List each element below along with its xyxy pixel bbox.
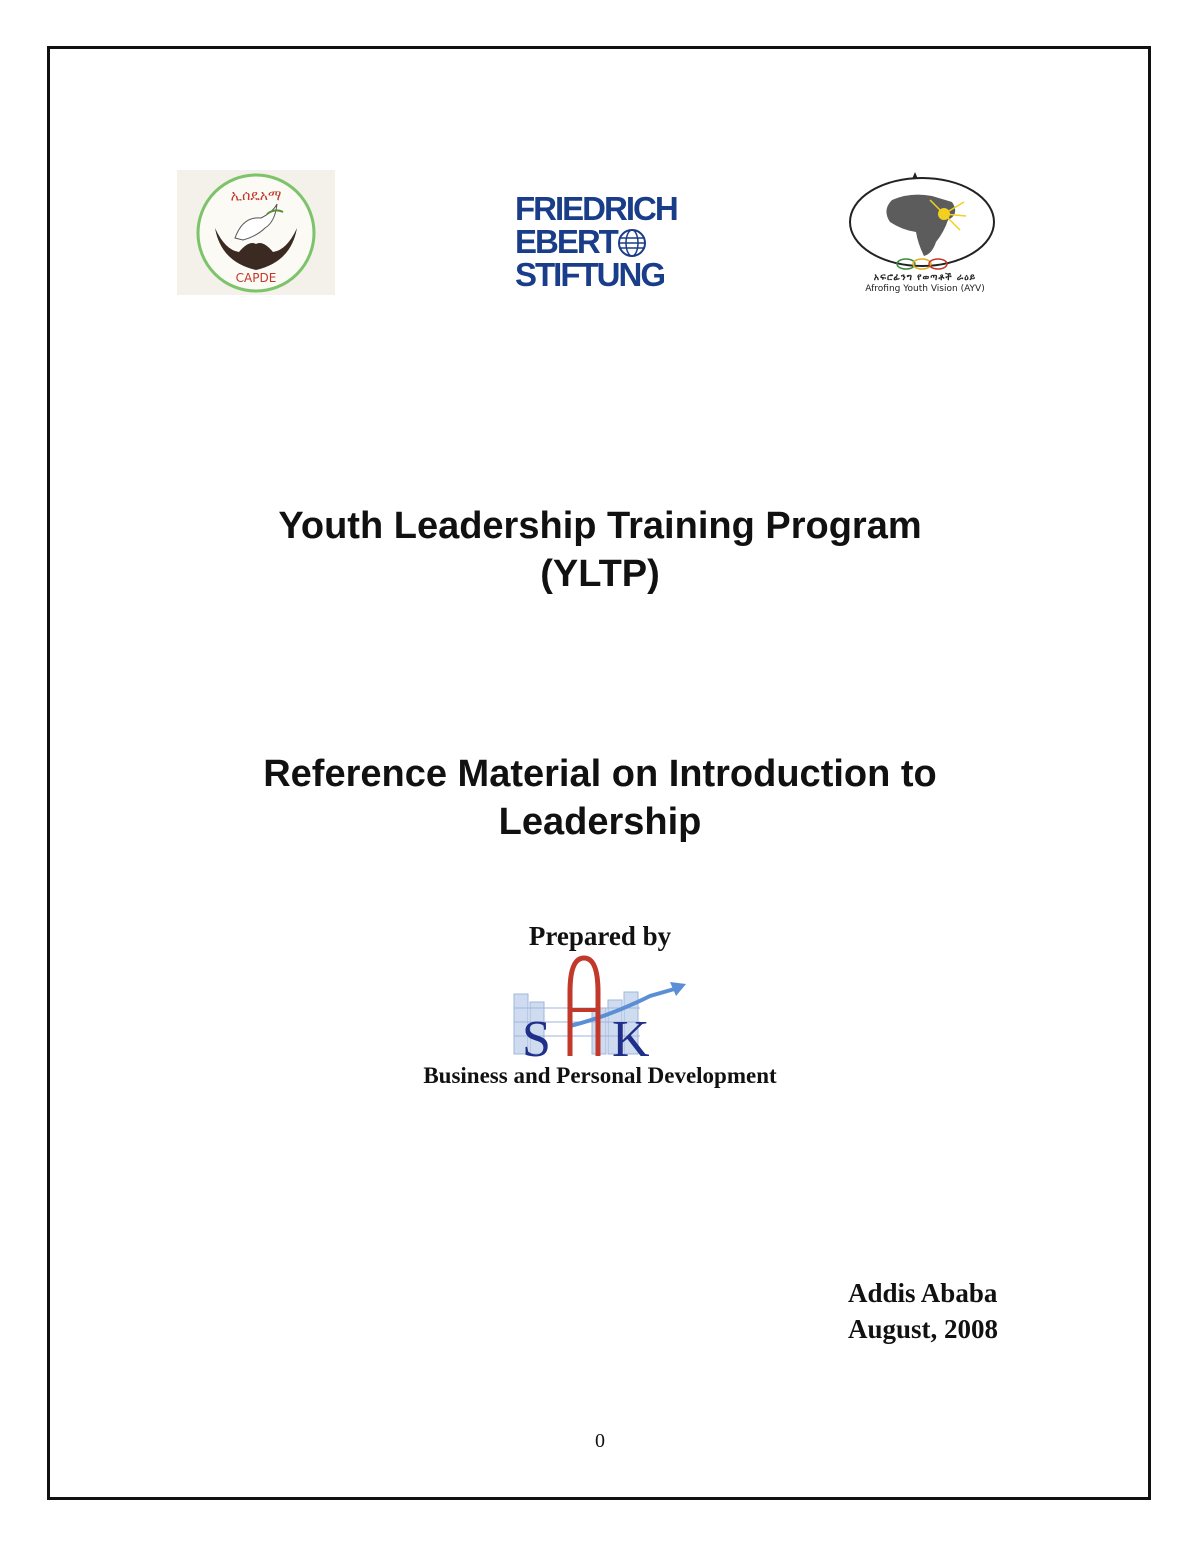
fes-logo-line2: EBERT — [515, 223, 617, 260]
date-label: August, 2008 — [848, 1314, 999, 1344]
document-title-line2: (YLTP) — [540, 553, 660, 595]
document-subtitle-line1: Reference Material on Introduction to — [263, 753, 937, 795]
sak-logo-k: K — [612, 1011, 650, 1062]
fes-logo-line3: STIFTUNG — [515, 256, 664, 293]
globe-icon — [617, 228, 647, 258]
fes-logo — [515, 192, 700, 296]
capde-logo-amharic: ኢሰዴአማ — [230, 188, 282, 204]
document-subtitle — [0, 750, 1200, 846]
preparer-tagline: Business and Personal Development — [423, 1063, 777, 1088]
capde-logo — [177, 170, 335, 295]
sak-logo — [500, 952, 700, 1062]
ayv-logo-english: Afrofing Youth Vision (AYV) — [865, 284, 985, 294]
page-number: 0 — [595, 1430, 605, 1452]
place-label: Addis Ababa — [848, 1278, 998, 1308]
document-title — [0, 502, 1200, 598]
document-subtitle-line2: Leadership — [498, 801, 702, 843]
document-title-line1: Youth Leadership Training Program — [278, 505, 922, 547]
prepared-by-label: Prepared by — [528, 921, 672, 951]
sak-logo-s: S — [522, 1011, 551, 1062]
ayv-logo — [840, 170, 1010, 300]
fes-logo-line1: FRIEDRICH — [515, 190, 677, 227]
ayv-logo-amharic: አፍሮፊንግ የወጣቶች ራዕይ — [873, 273, 977, 283]
capde-logo-name: CAPDE — [235, 271, 277, 285]
